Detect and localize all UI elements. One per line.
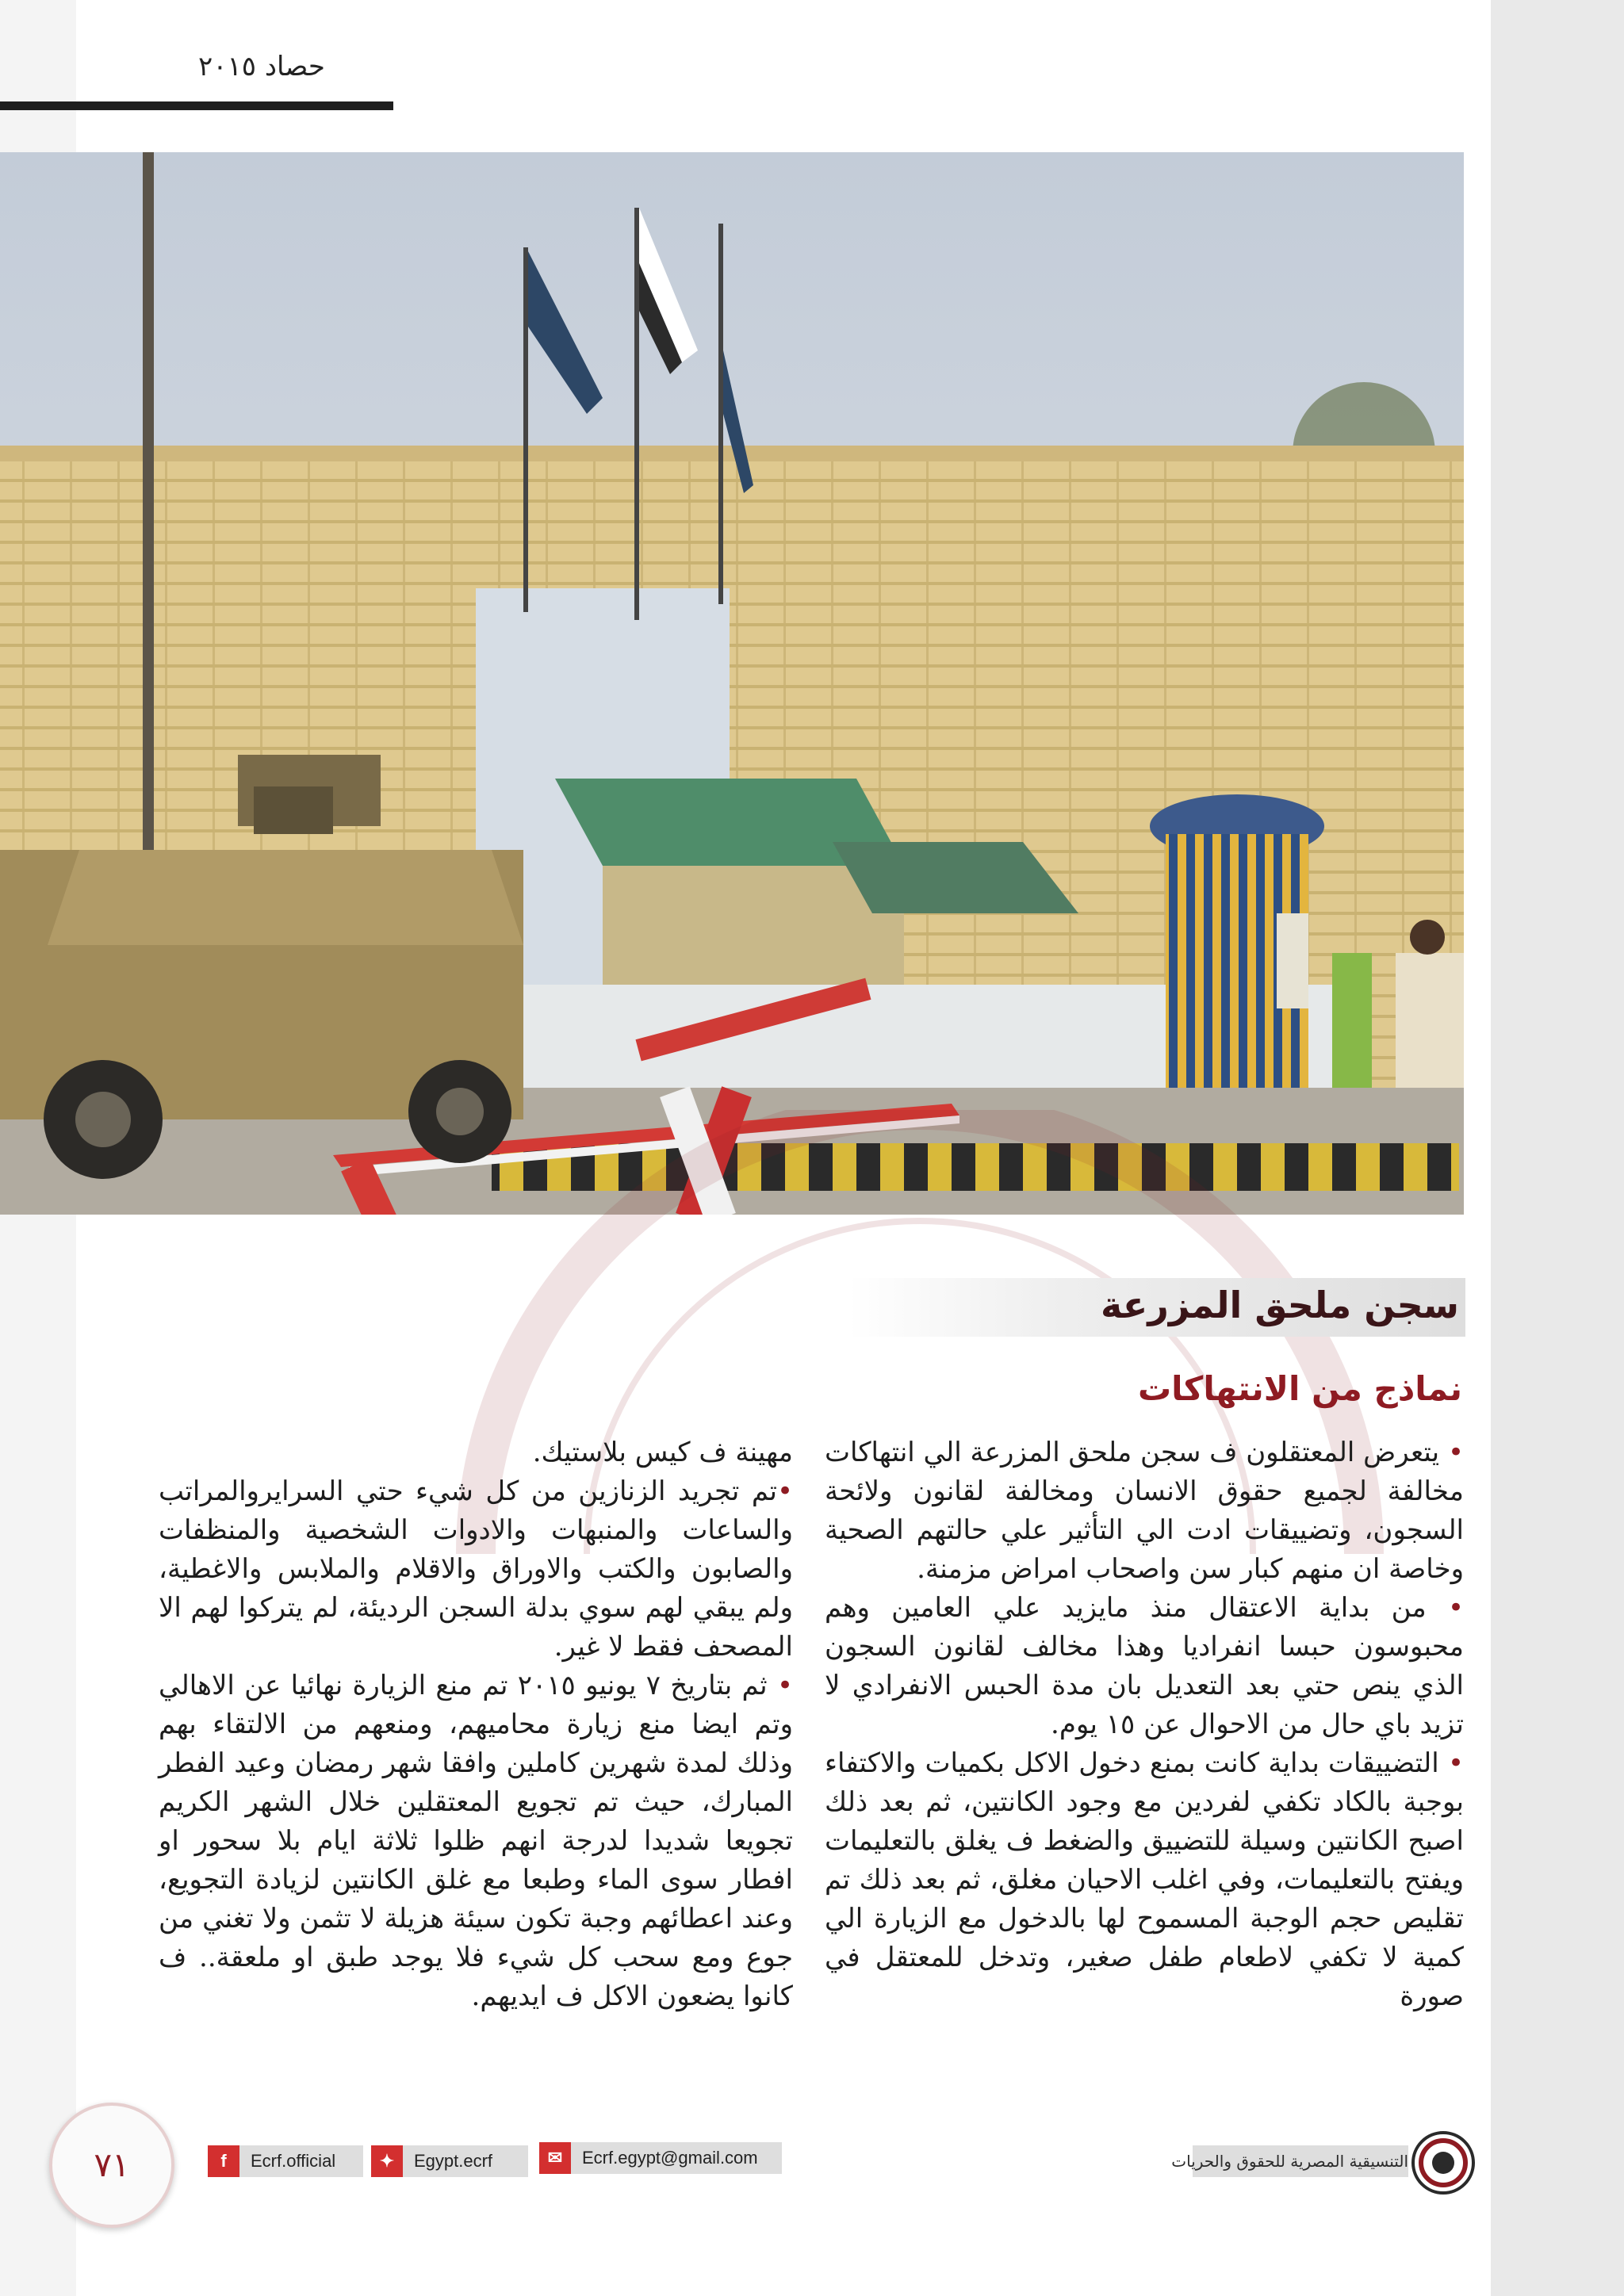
org-logo <box>1411 2131 1475 2195</box>
header-rule <box>0 101 393 110</box>
left-column <box>159 1433 793 2016</box>
email-icon: ✉ <box>539 2142 571 2174</box>
page-number-badge <box>49 2103 174 2228</box>
page-number: ٧١ <box>94 2145 130 2184</box>
header-title: حصاد ٢٠١٥ <box>198 51 325 82</box>
facebook-icon: f <box>208 2145 239 2177</box>
paragraph: مهينة ف كيس بلاستيك. <box>532 1437 793 1468</box>
facebook-link[interactable]: f Ecrf.official <box>208 2145 363 2177</box>
org-name: التنسيقية المصرية للحقوق والحريات <box>1193 2145 1408 2177</box>
right-column <box>825 1433 1464 2016</box>
section-title: سجن ملحق المزرعة <box>1101 1284 1459 1326</box>
twitter-link[interactable]: ✦ Egypt.ecrf <box>371 2145 528 2177</box>
subsection-title: نماذج من الانتهاكات <box>1137 1369 1462 1408</box>
paragraph: • ثم بتاريخ ٧ يونيو ٢٠١٥ تم منع الزيارة نهائيا عن الاهالي وتم ايضا منع زيارة محاميهم، ومنعهم من الالتقاء بهم وذلك لمدة شهرين كاملين وافقا شهر رمضان وعيد الفطر المبارك، حيث تم تجويع المعتقلين خلال الشهر الكريم تجويعا شديدا لدرجة انهم ظلوا ثلاثة ايام بلا سحور او افطار سوى الماء وطبعا مع غلق الكانتين لزيادة التجويع، وعند اعطائهم وجبة تكون سيئة هزيلة لا تثمن ولا تغني من جوع ومع سحب كل شيء فلا يوجد طبق او ملعقة.. ف كانوا يضعون الاكل ف ايديهم. <box>159 1670 794 2012</box>
paragraph: • التضييقات بداية كانت بمنع دخول الاكل بكميات والاكتفاء بوجبة بالكاد تكفي لفردين مع وجود الكانتين، ثم بعد ذلك اصبح الكانتين وسيلة للتضييق والضغط ف يغلق بالتعليمات ويفتح بالتعليمات، وفي اغلب الاحيان مغلق، ثم بعد ذلك تم تقليص حجم الوجبة المسموح لها بالدخول مع الزيارة الي كمية لا تكفي لاطعام طفل صغير، وتدخل للمعتقل في صورة <box>825 1747 1464 2012</box>
twitter-icon: ✦ <box>371 2145 403 2177</box>
paragraph: • يتعرض المعتقلون ف سجن ملحق المزرعة الي انتهاكات مخالفة لجميع حقوق الانسان ومخالفة لقانون ولائحة السجون، وتضييقات ادت الي التأثير علي حالتهم الصحية وخاصة ان منهم كبار سن واصحاب امراض مزمنة. <box>824 1437 1464 1585</box>
email-link[interactable]: ✉ Ecrf.egypt@gmail.com <box>539 2142 782 2174</box>
paragraph: • من بداية الاعتقال منذ مايزيد علي العامين وهم محبوسون حبسا انفراديا وهذا مخالف لقانون السجون الذي ينص حتي بعد التعديل بان مدة الحبس الانفرادي لا تزيد باي حال من الاحوال عن ١٥ يوم. <box>825 1592 1464 1740</box>
paragraph: •تم تجريد الزنازين من كل شيء حتي السرايروالمراتب والساعات والمنبهات والادوات الشخصية والمنظفات والصابون والكتب والاوراق والاقلام والملابس والاغطية، ولم يبقي لهم سوي بدلة السجن الرديئة، لم يتركوا لهم الا المصحف فقط لا غير. <box>159 1475 793 1663</box>
prison-gate-photo <box>0 152 1464 1215</box>
